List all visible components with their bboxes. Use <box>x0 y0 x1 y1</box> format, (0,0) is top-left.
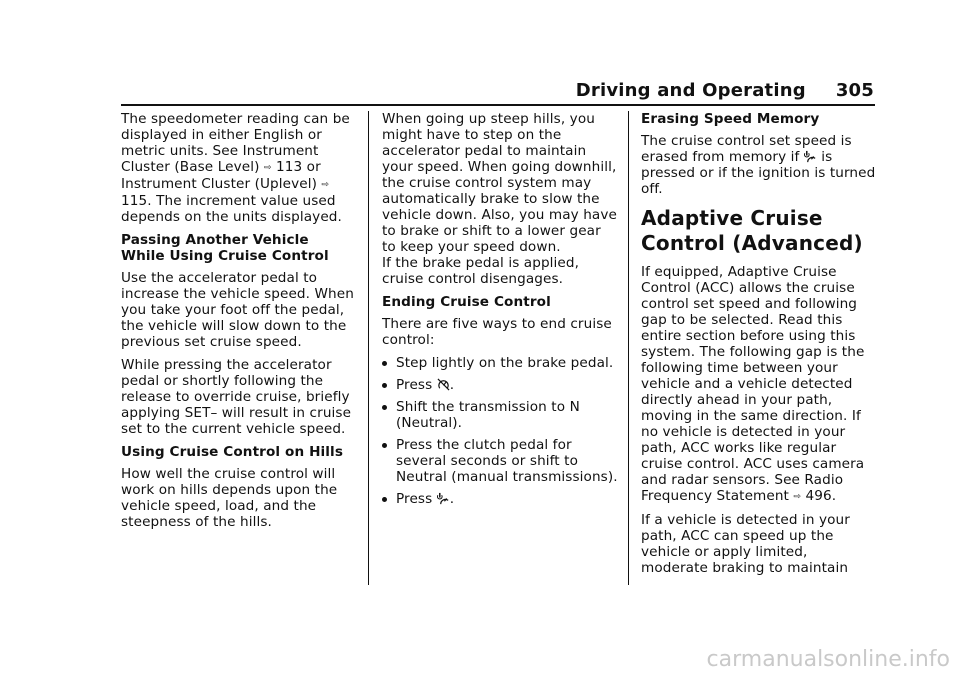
paragraph: The cruise control set speed is erased from memory if is pressed or if the ignition is turned off. <box>641 133 876 197</box>
subheading-erasing: Erasing Speed Memory <box>641 111 820 127</box>
list-item: Press . <box>382 377 618 393</box>
watermark: carmanualsonline.info <box>706 647 950 672</box>
list-item: Press . <box>382 491 618 507</box>
page-header <box>576 80 874 101</box>
page-number: 305 <box>835 80 874 101</box>
ending-methods-list <box>382 355 618 507</box>
column-2 <box>382 111 618 513</box>
paragraph: There are five ways to end cruise control: <box>382 316 612 348</box>
paragraph: If equipped, Adaptive Cruise Control (ACC) allows the cruise control set speed and following gap to be selected. Read this entire section before using this system. The following gap is the following time between your vehicle and a vehicle detected directly ahead in your path, moving in the same direction. If no vehicle is detected in your path, ACC works like regular cruise control. ACC uses camera and radar sensors. See Radio Frequency Statement ⇨ 496. <box>641 264 865 504</box>
column-divider <box>628 111 629 585</box>
page-ref[interactable]: 496 <box>805 488 832 504</box>
cruise-on-off-icon <box>804 150 817 163</box>
list-item: Step lightly on the brake pedal. <box>382 355 618 371</box>
subheading-ending: Ending Cruise Control <box>382 294 551 310</box>
paragraph: Use the accelerator pedal to increase the vehicle speed. When you take your foot off the pedal, the vehicle will slow down to the previous set cruise speed. <box>121 270 354 350</box>
column-3 <box>641 111 877 583</box>
cruise-cancel-icon <box>437 378 450 391</box>
paragraph: If the brake pedal is applied, cruise control disengages. <box>382 255 580 287</box>
list-item: Shift the transmission to N (Neutral). <box>382 399 618 431</box>
page-ref-arrow-icon: ⇨ <box>321 180 330 190</box>
page-ref[interactable]: 113 <box>275 159 303 175</box>
column-divider <box>368 111 369 585</box>
header-rule <box>121 104 875 106</box>
section-heading-acc: Adaptive Cruise Control (Advanced) <box>641 206 863 255</box>
paragraph: While pressing the accelerator pedal or shortly following the release to override cruise, briefly applying SET– will result in cruise set to the current vehicle speed. <box>121 357 352 437</box>
subheading-hills: Using Cruise Control on Hills <box>121 444 344 460</box>
page-ref[interactable]: 115 <box>121 193 148 209</box>
cruise-on-off-icon <box>437 492 450 505</box>
paragraph: When going up steep hills, you might have to step on the accelerator pedal to maintain your speed. When going downhill, the cruise control system may automatically brake to slow the vehicle down. Also, you may have to brake or shift to a lower gear to keep your speed down. <box>382 111 617 255</box>
list-item: Press the clutch pedal for several seconds or shift to Neutral (manual transmissions). <box>382 437 618 485</box>
subheading-passing: Passing Another Vehicle While Using Cruise Control <box>121 232 329 264</box>
column-1 <box>121 111 357 537</box>
page-ref-arrow-icon: ⇨ <box>793 492 802 502</box>
page-ref-arrow-icon: ⇨ <box>263 163 272 173</box>
paragraph: How well the cruise control will work on hills depends upon the vehicle speed, load, and the steepness of the hills. <box>121 466 338 530</box>
paragraph: If a vehicle is detected in your path, ACC can speed up the vehicle or apply limited, moderate braking to maintain <box>641 512 850 576</box>
section-title: Driving and Operating <box>575 80 806 101</box>
paragraph: The speedometer reading can be displayed in either English or metric units. See Instrument Cluster (Base Level) ⇨ 113 or Instrument Cluster (Uplevel) ⇨ 115. The increment value used depends on the units displayed. <box>121 111 350 225</box>
